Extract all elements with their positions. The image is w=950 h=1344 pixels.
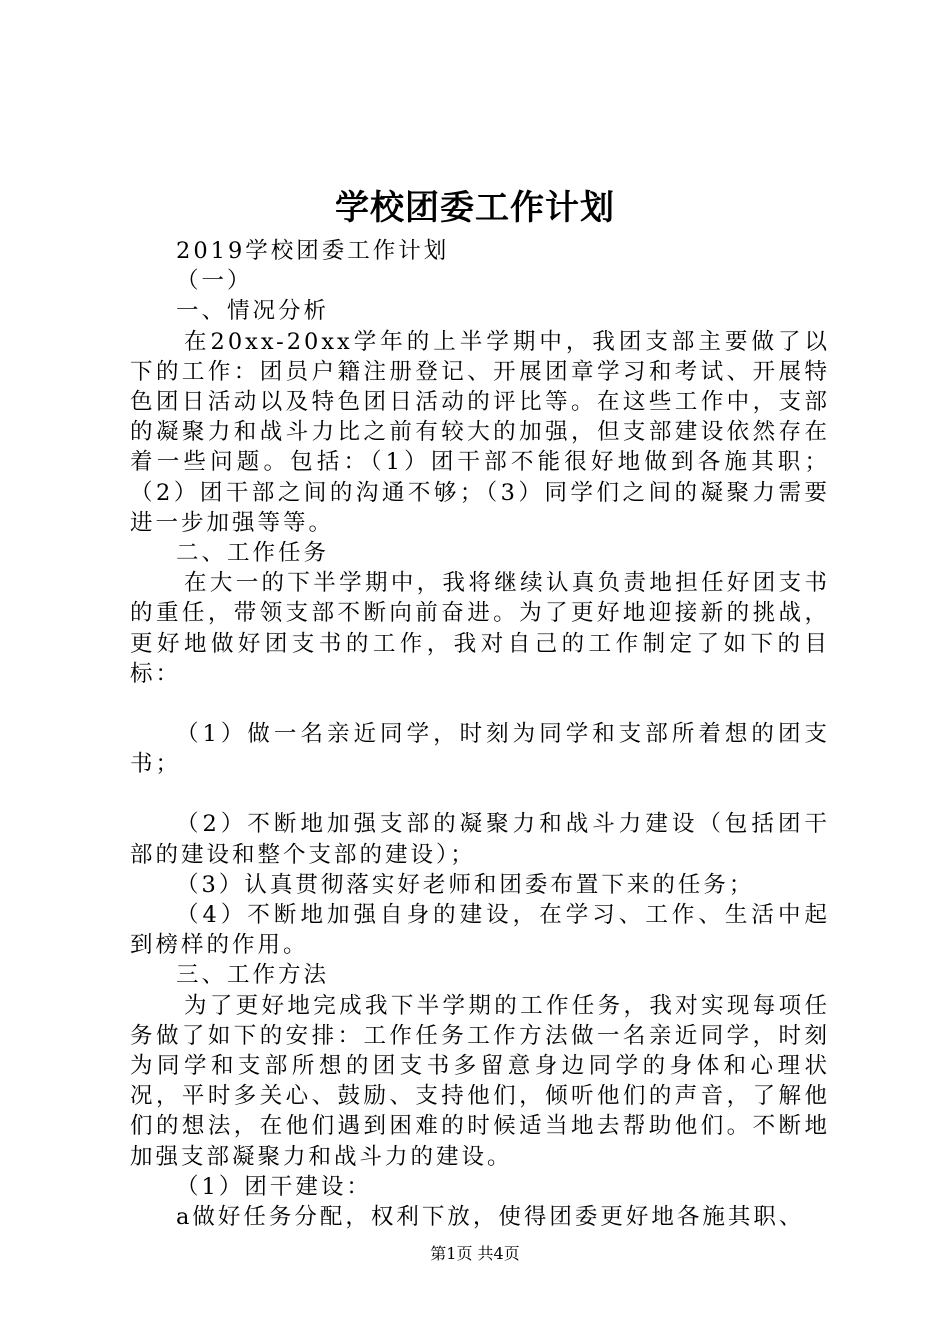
goal-item-3: （3）认真贯彻落实好老师和团委布置下来的任务；: [176, 871, 755, 898]
goal-item-4: （4）不断地加强自身的建设，在学习、工作、生活中起到榜样的作用。: [130, 902, 830, 959]
subtitle: 2019学校团委工作计划: [176, 238, 450, 264]
document-title: 学校团委工作计划: [335, 188, 615, 228]
page-footer: 第1页 共4页: [430, 1244, 520, 1263]
heading-situation-analysis: 一、情况分析: [176, 298, 330, 325]
goal-item-1: （1）做一名亲近同学，时刻为同学和支部所着想的团支书；: [130, 721, 830, 778]
paragraph-situation: 在20xx-20xx学年的上半学期中，我团支部主要做了以下的工作：团员户籍注册登记、开展团章学习和考试、开展特色团日活动以及特色团日活动的评比等。在这些工作中，支部的凝聚力和战斗力比之前有较大的加强，但支部建设依然存在着一些问题。包括：（1）团干部不能很好地做到各施其职；（2）团干部之间的沟通不够；（3）同学们之间的凝聚力需要进一步加强等等。: [130, 328, 830, 536]
paragraph-tasks-intro: 在大一的下半学期中，我将继续认真负责地担任好团支书的重任，带领支部不断向前奋进。为了更好地迎接新的挑战，更好地做好团支书的工作，我对自己的工作制定了如下的目标：: [130, 570, 830, 687]
subheading-cadre-building: （1）团干建设：: [176, 1173, 372, 1200]
paragraph-item-a: a做好任务分配，权利下放，使得团委更好地各施其职、: [176, 1204, 805, 1231]
section-marker: （一）: [176, 268, 253, 295]
goal-item-2: （2）不断地加强支部的凝聚力和战斗力建设（包括团干部的建设和整个支部的建设）；: [130, 811, 830, 868]
paragraph-methods: 为了更好地完成我下半学期的工作任务，我对实现每项任务做了如下的安排：工作任务工作方法做一名亲近同学，时刻为同学和支部所想的团支书多留意身边同学的身体和心理状况，平时多关心、鼓励、支持他们，倾听他们的声音，了解他们的想法，在他们遇到困难的时候适当地去帮助他们。不断地加强支部凝聚力和战斗力的建设。: [130, 992, 830, 1170]
document-body: [130, 236, 830, 1232]
heading-work-tasks: 二、工作任务: [176, 540, 330, 567]
heading-work-methods: 三、工作方法: [176, 962, 330, 989]
